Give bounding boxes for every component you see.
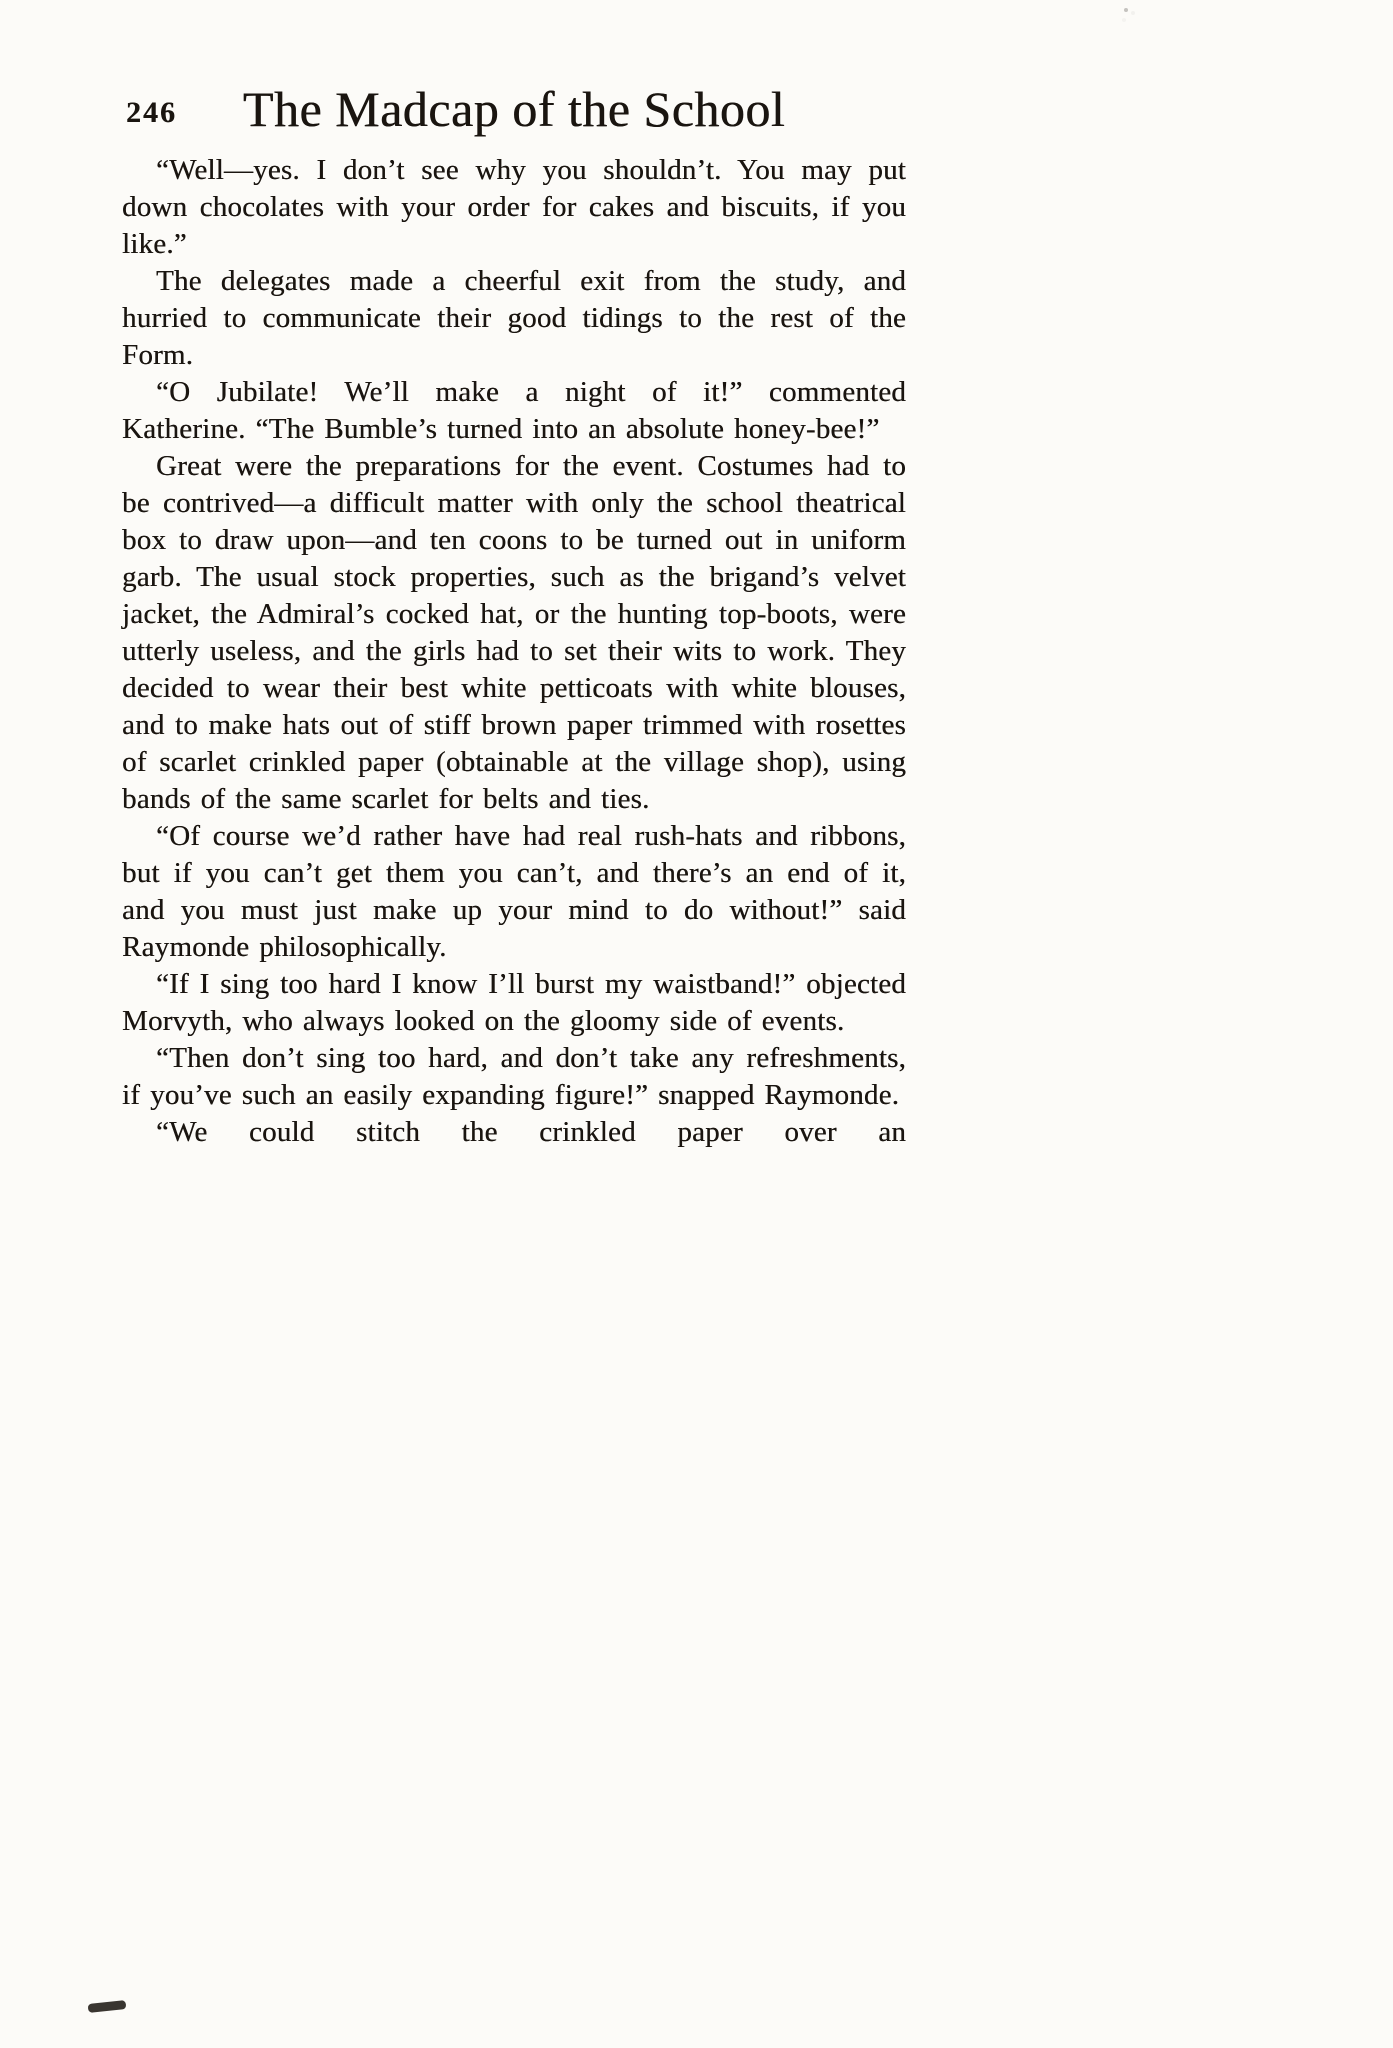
paragraph: Great were the preparations for the event. Costumes had to be contrived—a difficult matter with only the school theatrical box to draw upon—and ten coons to be turned out in uniform garb. The usual stock properties, such as the brigand’s velvet jacket, the Admiral’s cocked hat, or the hunting top-boots, were utterly useless, and the girls had to set their wits to work. They decided to wear their best white petticoats with white blouses, and to make hats out of stiff brown paper trimmed with rosettes of scarlet crinkled paper (obtainable at the village shop), using bands of the same scarlet for belts and ties. [122, 450, 906, 815]
page-header [122, 70, 906, 137]
scan-artifact [1124, 8, 1128, 12]
paragraph: “O Jubilate! We’ll make a night of it!” commented Katherine. “The Bumble’s turned into an absolute honey-bee!” [122, 376, 906, 445]
scan-artifact [88, 2000, 127, 2013]
paragraph: “Of course we’d rather have had real rush-hats and ribbons, but if you can’t get them you can’t, and there’s an end of it, and you must just make up your mind to do without!” said Raymonde philosophically. [122, 820, 906, 963]
paragraph: “Then don’t sing too hard, and don’t take any refreshments, if you’ve such an easily expanding figure!” snapped Raymonde. [122, 1042, 906, 1111]
paragraph: “We could stitch the crinkled paper over an [156, 1116, 906, 1148]
page-body [122, 152, 906, 1151]
paragraph: The delegates made a cheerful exit from the study, and hurried to communicate their good tidings to the rest of the Form. [122, 265, 906, 371]
paragraph: “Well—yes. I don’t see why you shouldn’t. You may put down chocolates with your order for cakes and biscuits, if you like.” [122, 154, 906, 260]
page-title: The Madcap of the School [242, 81, 786, 137]
page-number: 246 [126, 96, 177, 129]
paragraph: “If I sing too hard I know I’ll burst my waistband!” objected Morvyth, who always looked on the gloomy side of events. [122, 968, 906, 1037]
